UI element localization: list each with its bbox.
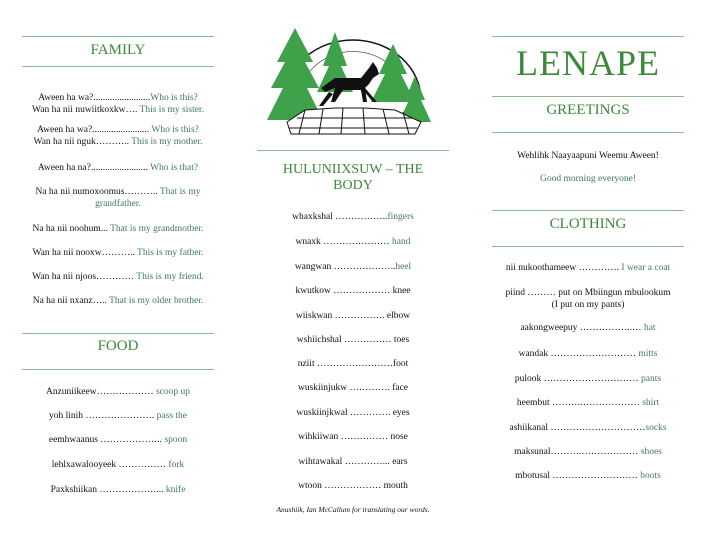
clothing-entry: wandak ……………………… mitts: [518, 349, 658, 359]
body-entry: whaxkshal ……………..fingers: [292, 212, 414, 222]
family-entry: Na ha nii nxanz….. That is my older brother.: [32, 296, 204, 306]
divider: [492, 36, 684, 37]
body-entry: wshiichshal …………… toes: [296, 335, 410, 345]
family-entry: Aween ha wa?........................Who is this? Wan ha nii nuwiitkoxkw…. This is my sister.: [32, 93, 204, 115]
translation-credit: Anushiik, Ian McCallum for translating our words.: [276, 505, 430, 514]
greetings-clothing-column: [492, 0, 684, 543]
family-entry: Na ha nii noohum... That is my grandmother.: [32, 224, 204, 234]
clothing-entry: heembut ……….……………… shirt: [516, 398, 660, 408]
clothing-entry: ashiikanal …………………………socks: [509, 423, 667, 433]
divider: [257, 150, 449, 151]
body-entry: kwutkow ……………… knee: [295, 286, 411, 296]
body-entry: wtoon ……………… mouth: [298, 481, 408, 491]
body-entry: wnaxk ………………… hand: [295, 237, 411, 247]
body-entry: nziit ……………………foot: [297, 359, 409, 369]
greetings-heading: GREETINGS: [546, 102, 630, 118]
divider: [22, 369, 214, 370]
body-entry: wangwan ………………..heel: [294, 262, 412, 272]
family-entry: Wan ha nii njoos………… This is my friend.: [32, 272, 204, 282]
greeting-lenape: Wehlihk Naayaapuni Weemu Aween!: [517, 151, 659, 161]
food-heading: FOOD: [97, 338, 139, 354]
food-entry: Anzuniikeew……………… scoop up: [45, 387, 191, 397]
body-column: [257, 0, 449, 543]
body-entry: wihtawakal …………... ears: [298, 457, 408, 467]
body-entry: wuskiinjkwal …………. eyes: [296, 408, 410, 418]
divider: [492, 96, 684, 97]
clothing-entry: maksunal……….……………… shoes: [514, 447, 662, 457]
title: LENAPE: [516, 43, 660, 83]
family-entry: Aween ha wa?........................ Who is this? Wan ha nii nguk……….. This is my mother.: [33, 125, 203, 147]
clothing-entry: pulook ………………………… pants: [514, 374, 662, 384]
family-entry: Na ha nii numoxoomus……….. That is my grandfather.: [35, 187, 201, 209]
food-entry: eemhwaanus ……………….. spoon: [48, 435, 188, 445]
divider: [492, 132, 684, 133]
food-entry: Paxkshiikan ………………... knife: [50, 485, 186, 495]
body-heading: HULUNIIXSUW – THE BODY: [282, 162, 424, 193]
clothing-heading: CLOTHING: [549, 216, 627, 232]
food-entry: lehlxawalooyeek …………… fork: [51, 460, 185, 470]
divider: [492, 246, 684, 247]
clothing-entry: nii nukoothameew …………. I wear a coat: [505, 263, 671, 273]
divider: [22, 333, 214, 334]
divider: [22, 66, 214, 67]
divider: [22, 36, 214, 37]
body-entry: wuskiinjukw …………. face: [297, 383, 409, 393]
clothing-entry: aakongweepuy ……………..… hat: [520, 323, 656, 333]
body-entry: wiiskwan ……………. elbow: [295, 311, 411, 321]
clothing-entry: mbotusal ……………………… boots: [515, 471, 661, 481]
family-heading: FAMILY: [90, 42, 146, 58]
family-food-column: [22, 0, 214, 543]
family-entry: Wan ha nii nooxw……….. This is my father.: [32, 248, 204, 258]
clothing-entry: piind ……… put on Mbiingun mbulookum (I put on my pants): [505, 288, 671, 310]
family-entry: Aween ha na?........................ Who is that?: [37, 163, 199, 173]
divider: [492, 210, 684, 211]
food-entry: yoh linih …………………. pass the: [48, 411, 187, 421]
body-entry: wihkiiwan …………… nose: [298, 432, 408, 442]
greeting-english: Good morning everyone!: [539, 174, 637, 184]
pine-trees-wolf-logo: [265, 22, 441, 140]
